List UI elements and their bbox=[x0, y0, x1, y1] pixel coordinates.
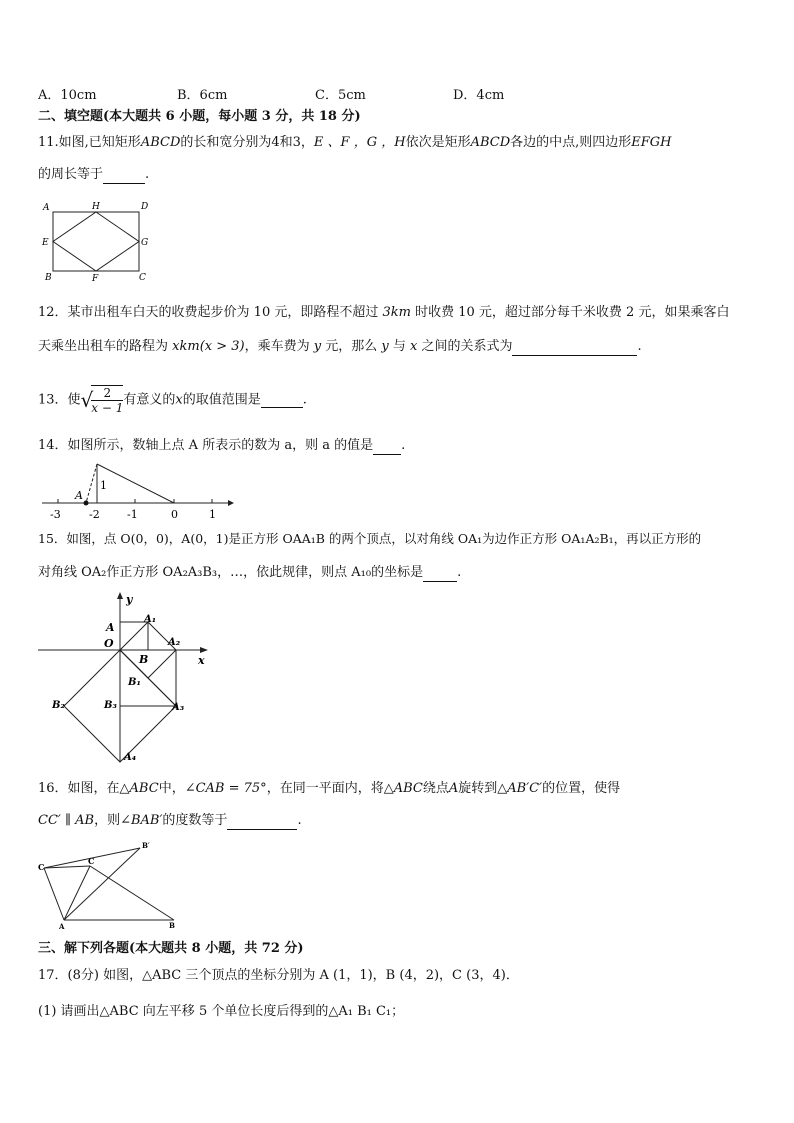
q14-answer-blank bbox=[373, 440, 401, 455]
axis-arrow-icon bbox=[228, 500, 234, 506]
rectangle-abcd bbox=[53, 212, 139, 271]
x-axis-arrow-icon bbox=[200, 647, 208, 653]
q14-number-line-figure bbox=[38, 462, 238, 522]
label-g: G bbox=[141, 238, 149, 248]
q12-line2: 天乘坐出租车的路程为 xkm(x > 3)，乘车费为 y 元，那么 y 与 x 之间的关系式为 . bbox=[38, 339, 642, 354]
label-a: A bbox=[59, 922, 65, 931]
point-a-label: A bbox=[75, 489, 83, 502]
q13-answer-blank bbox=[261, 393, 303, 408]
y-axis-label: y bbox=[126, 593, 133, 606]
label-b1: B₁ bbox=[128, 677, 141, 688]
q15-answer-blank bbox=[423, 567, 457, 582]
q14-line: 14．如图所示，数轴上点 A 所表示的数为 a，则 a 的值是 . bbox=[38, 438, 406, 453]
label-b-prime: B′ bbox=[142, 841, 150, 850]
segment-ac-prime bbox=[44, 868, 64, 920]
x-axis-label: x bbox=[198, 654, 205, 667]
compass-arc-line bbox=[86, 464, 97, 503]
q12-answer-blank bbox=[512, 341, 637, 356]
section-3-heading: 三、解下列各题(本大题共 8 小题，共 72 分) bbox=[38, 941, 304, 956]
unit-label: 1 bbox=[100, 479, 107, 492]
label-e: E bbox=[42, 238, 49, 248]
q13-fraction: $\frac{2}{x - 1}$ bbox=[91, 386, 124, 415]
choice-c: C．5cm bbox=[315, 88, 366, 103]
q11-line1: 11.如图,已知矩形ABCD的长和宽分别为4和3，E 、F ，G ，H依次是矩形ABCD各边的中点,则四边形EFGH bbox=[38, 135, 672, 150]
q15-square-spiral-figure bbox=[38, 590, 218, 766]
label-h: H bbox=[92, 202, 100, 212]
q16-line1: 16．如图，在△ABC中，∠CAB = 75°，在同一平面内，将△ABC绕点A旋转到△AB′C′的位置，使得 bbox=[38, 781, 621, 796]
segment-ab-prime bbox=[64, 848, 140, 920]
q12-line1: 12．某市出租车白天的收费起步价为 10 元，即路程不超过 3km 时收费 10 元，超过部分每千米收费 2 元，如果乘客白 bbox=[38, 305, 730, 320]
section-2-heading: 二、填空题(本大题共 6 小题，每小题 3 分，共 18 分) bbox=[38, 109, 361, 124]
q16-line2: CC′ ∥ AB，则∠BAB′的度数等于 . bbox=[38, 813, 302, 828]
q16-rotation-figure bbox=[38, 840, 188, 932]
tick-label: -3 bbox=[50, 508, 61, 521]
tick-label: -1 bbox=[127, 508, 138, 521]
tick-label: 1 bbox=[209, 508, 216, 521]
label-b: B bbox=[45, 273, 52, 283]
label-o: O bbox=[104, 637, 114, 650]
label-a4: A₄ bbox=[124, 752, 137, 763]
q16-answer-blank bbox=[227, 815, 297, 830]
q11-line2: 的周长等于 . bbox=[38, 167, 150, 182]
segment-cb bbox=[90, 866, 174, 920]
label-f: F bbox=[92, 274, 99, 284]
label-c: C bbox=[88, 856, 95, 866]
label-a1: A₁ bbox=[144, 614, 157, 625]
label-c-prime: C bbox=[38, 862, 45, 872]
sqrt-icon: √ bbox=[80, 388, 94, 412]
q11-rectangle-figure bbox=[38, 198, 158, 284]
choice-a: A．10cm bbox=[38, 88, 97, 103]
choice-d: D．4cm bbox=[453, 88, 505, 103]
q15-line1: 15．如图，点 O(0，0)，A(0，1)是正方形 OAA₁B 的两个顶点，以对角线 OA₁为边作正方形 OA₁A₂B₁，再以正方形的 bbox=[38, 531, 702, 546]
rhombus-efgh bbox=[53, 212, 139, 271]
label-d: D bbox=[141, 202, 149, 212]
label-b3: B₃ bbox=[104, 700, 117, 711]
y-axis-arrow-icon bbox=[117, 592, 123, 599]
q17-sub1: (1) 请画出△ABC 向左平移 5 个单位长度后得到的△A₁ B₁ C₁； bbox=[38, 1004, 405, 1019]
tick-label: -2 bbox=[89, 508, 100, 521]
label-b: B bbox=[139, 653, 149, 666]
label-b2: B₂ bbox=[52, 700, 65, 711]
label-b: B bbox=[169, 921, 175, 930]
q15-line2: 对角线 OA₂作正方形 OA₂A₃B₃，…，依此规律，则点 A₁₀的坐标是 . bbox=[38, 565, 462, 580]
label-a2: A₂ bbox=[168, 637, 181, 648]
q11-answer-blank bbox=[103, 169, 145, 184]
q13-line: 13．使√ $\frac{2}{x - 1}$ 有意义的x的取值范围是 . bbox=[38, 386, 307, 415]
tick-label: 0 bbox=[171, 508, 178, 521]
point-a-dot bbox=[84, 501, 89, 506]
segment-ac bbox=[64, 866, 90, 920]
label-c: C bbox=[139, 273, 146, 283]
label-a: A bbox=[106, 621, 115, 634]
label-a3: A₃ bbox=[172, 702, 185, 713]
label-a: A bbox=[43, 203, 50, 213]
choice-b: B．6cm bbox=[177, 88, 228, 103]
q17-line: 17．(8分) 如图，△ABC 三个顶点的坐标分别为 A (1，1)，B (4，2)，C (3，4)． bbox=[38, 968, 519, 983]
hypotenuse-line bbox=[97, 464, 174, 503]
